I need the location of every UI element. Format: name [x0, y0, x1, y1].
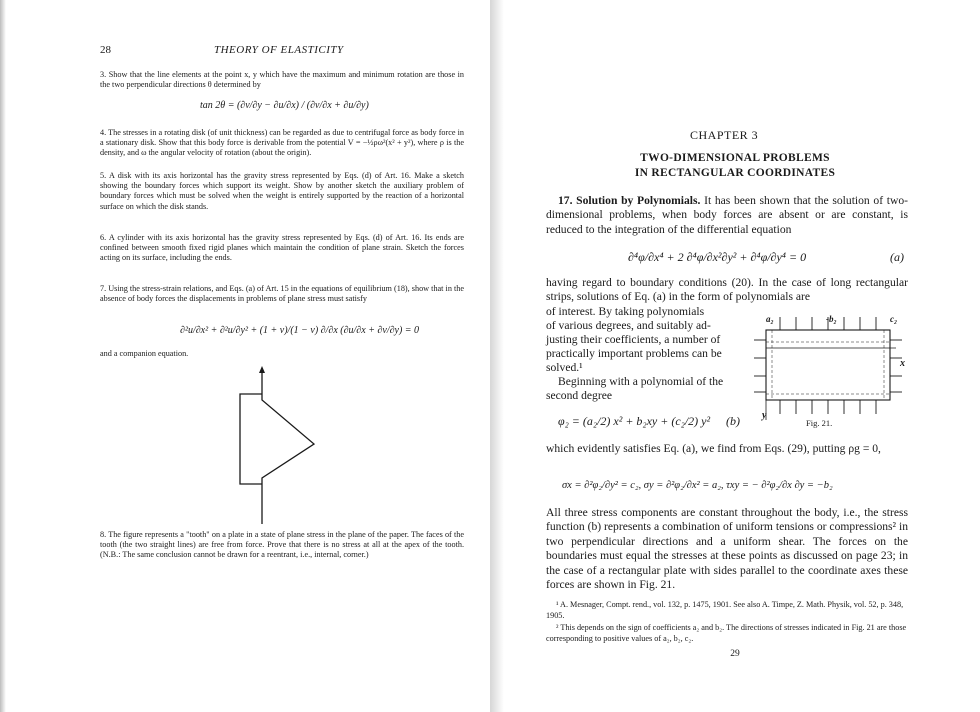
figure-label-x: x	[900, 358, 905, 369]
problem-8: 8. The figure represents a "tooth" on a plate in a state of plane stress in the plane of the paper. The faces of the tooth (the two straight lines) are free from force. Prove that there is no stress at all at the apex of the tooth. (N.B.: The same conclusion cannot be drawn for a reentrant, i.e., internal, corner.)	[100, 530, 464, 560]
chapter-label: CHAPTER 3	[690, 128, 759, 142]
figure-label-c2: c₂	[890, 314, 898, 324]
page-edge-shadow	[0, 0, 6, 712]
section-heading: 17. Solution by Polynomials.	[558, 194, 701, 207]
tooth-figure	[220, 366, 320, 526]
equation-a-label: (a)	[890, 250, 904, 264]
companion-text: and a companion equation.	[100, 349, 189, 358]
paragraph-2-line-4: practically important problems can be	[546, 347, 722, 360]
equation-tan: tan 2θ = (∂v/∂y − ∂u/∂x) / (∂v/∂x + ∂u/∂y)	[200, 100, 369, 111]
figure-21	[752, 314, 904, 426]
problem-5: 5. A disk with its axis horizontal has the gravity stress represented by Eqs. (d) of Art. 16. Make a sketch showing the boundary forces which support its weight. Show by another sketch the auxiliary problem of boundary forces which must be solved when the weight is entirely supported by the reaction of a horizontal surface on which the disk stands.	[100, 171, 464, 211]
page-number: 28	[100, 44, 111, 56]
equation-b-label: (b)	[726, 414, 740, 428]
equation-displacement: ∂²u/∂x² + ∂²u/∂y² + (1 + ν)/(1 − ν) ∂/∂x (∂u/∂x + ∂v/∂y) = 0	[180, 325, 420, 336]
figure-caption: Fig. 21.	[806, 418, 833, 428]
footnote-2: ² This depends on the sign of coefficients a₂ and b₂. The directions of stresses indicated in Fig. 21 are those corresponding to positive values of a₂, b₂, c₂.	[546, 623, 907, 643]
figure-label-a2: a₂	[766, 314, 774, 324]
paragraph-1: It has been shown that the solution of two-dimensional problems, when body forces are absent or are constant, is reduced to the integration of the differential equation	[546, 194, 908, 236]
paragraph-2-line-7: second degree	[546, 389, 612, 402]
gutter-shadow	[490, 0, 504, 712]
right-page	[490, 0, 980, 712]
problem-6: 6. A cylinder with its axis horizontal has the gravity stress represented by Eqs. (d) of Art. 16. Its ends are confined between smooth fixed rigid planes which maintain the condition of plane strain. Sketch the forces acting on its surface, including the ends.	[100, 233, 464, 263]
problem-3: 3. Show that the line elements at the point x, y which have the maximum and minimum rotation are those in the two perpendicular directions θ determined by	[100, 70, 464, 90]
running-head: THEORY OF ELASTICITY	[214, 44, 344, 56]
footnote-1: ¹ A. Mesnager, Compt. rend., vol. 132, p. 1475, 1901. See also A. Timpe, Z. Math. Physik, vol. 52, p. 348, 1905.	[546, 600, 904, 620]
problem-4: 4. The stresses in a rotating disk (of unit thickness) can be regarded as due to centrifugal force as body force in a stationary disk. Show that this body force is derivable from the potential V = −½ρω²(x² + y²), where ρ is the density, and ω the angular velocity of rotation (about the origin).	[100, 128, 464, 158]
equation-stress: σx = ∂²φ₂/∂y² = c₂, σy = ∂²φ₂/∂x² = a₂, τxy = − ∂²φ₂/∂x ∂y = −b₂	[562, 480, 833, 491]
section-paragraph-1	[546, 194, 908, 237]
paragraph-2-line-5: solved.¹	[546, 361, 583, 374]
paragraph-2-line-6: Beginning with a polynomial of the	[558, 375, 724, 388]
paragraph-2-line-2: of various degrees, and suitably ad-	[546, 319, 711, 332]
figure-label-y: y	[762, 410, 767, 421]
paragraph-2-line-3: justing their coefficients, a number of	[546, 333, 721, 346]
paragraph-2-line-1: of interest. By taking polynomials	[546, 305, 705, 318]
problem-7: 7. Using the stress-strain relations, and Eqs. (a) of Art. 15 in the equations of equilibrium (18), show that in the absence of body forces the displacements in problems of plane stress must satisfy	[100, 284, 464, 304]
page-number-right: 29	[730, 649, 740, 659]
paragraph-4: All three stress components are constant throughout the body, i.e., the stress function (b) represents a combination of uniform tensions or compressions² in two perpendicular directions and a uniform shear. The forces on the boundaries must equal the stresses at these points as discussed on page 23; in the case of a rectangular plate with sides parallel to the coordinate axes these forces are shown in Fig. 21.	[546, 506, 908, 592]
chapter-title-line1: TWO-DIMENSIONAL PROBLEMS	[640, 152, 830, 164]
equation-b: φ₂ = (a₂/2) x² + b₂xy + (c₂/2) y²	[558, 414, 711, 428]
paragraph-3: which evidently satisfies Eq. (a), we find from Eqs. (29), putting ρg = 0,	[546, 442, 881, 455]
paragraph-2: having regard to boundary conditions (20). In the case of long rectangular strips, solutions of Eq. (a) in the form of polynomials are	[546, 276, 908, 304]
chapter-title-line2: IN RECTANGULAR COORDINATES	[634, 167, 836, 179]
equation-a: ∂⁴φ/∂x⁴ + 2 ∂⁴φ/∂x²∂y² + ∂⁴φ/∂y⁴ = 0	[628, 250, 807, 264]
figure-label-b2: -b₂	[826, 314, 837, 324]
